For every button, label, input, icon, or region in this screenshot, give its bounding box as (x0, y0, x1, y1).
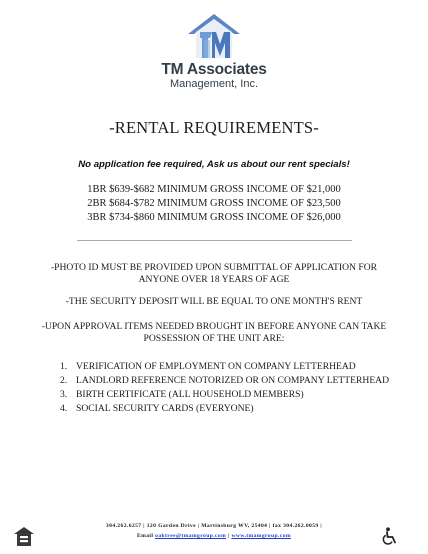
company-subtitle: Management, Inc. (169, 78, 259, 90)
equal-housing-icon (13, 525, 35, 552)
footer-email-line (55, 531, 373, 541)
wheelchair-icon (382, 527, 398, 550)
pricing-list (0, 183, 428, 225)
list-item-number: 1. (60, 361, 68, 372)
contact-footer (55, 521, 373, 541)
footer-separator: | (227, 533, 230, 539)
pricing-line-3br: 3BR $734-$860 MINIMUM GROSS INCOME OF $26,000 (87, 212, 341, 223)
email-link[interactable]: oaktree@tmamgroup.com (155, 533, 227, 539)
approval-note: -UPON APPROVAL ITEMS NEEDED BROUGHT IN BEFORE ANYONE CAN TAKE POSSESSION OF THE UNIT ARE: (41, 321, 387, 344)
list-item-text: VERIFICATION OF EMPLOYMENT ON COMPANY LETTERHEAD (76, 361, 356, 372)
list-item (60, 375, 390, 387)
list-item-text: BIRTH CERTIFICATE (ALL HOUSEHOLD MEMBERS) (76, 389, 304, 400)
required-items-list (60, 361, 390, 417)
page-title: -RENTAL REQUIREMENTS- (109, 118, 319, 137)
company-name: TM Associates (161, 61, 267, 78)
list-item (60, 389, 390, 401)
list-item-text: LANDLORD REFERENCE NOTORIZED OR ON COMPANY LETTERHEAD (76, 375, 390, 386)
list-item-number: 3. (60, 389, 68, 400)
list-item (60, 403, 390, 415)
list-item-number: 4. (60, 403, 68, 414)
list-item-number: 2. (60, 375, 68, 386)
pricing-line-2br: 2BR $684-$782 MINIMUM GROSS INCOME OF $23,500 (87, 198, 341, 209)
website-link[interactable]: www.tmamgroup.com (231, 533, 291, 539)
list-item-text: SOCIAL SECURITY CARDS (EVERYONE) (76, 403, 254, 414)
footer-address-line: 304.262.6257 | 120 Garden Drive | Martinsburg WV, 25404 | fax 304.262.0059 | (105, 523, 323, 529)
company-logo (0, 10, 428, 90)
tm-house-logo-icon (182, 10, 246, 60)
photo-id-note: -PHOTO ID MUST BE PROVIDED UPON SUBMITTAL OF APPLICATION FOR ANYONE OVER 18 YEARS OF AGE (50, 262, 378, 285)
divider (77, 240, 352, 241)
pricing-line-1br: 1BR $639-$682 MINIMUM GROSS INCOME OF $21,000 (87, 184, 341, 195)
list-item (60, 361, 390, 373)
email-prefix: Email (137, 533, 154, 539)
security-deposit-note: -THE SECURITY DEPOSIT WILL BE EQUAL TO ONE MONTH'S RENT (65, 296, 363, 307)
promo-subtitle: No application fee required, Ask us about our rent specials! (78, 159, 350, 170)
